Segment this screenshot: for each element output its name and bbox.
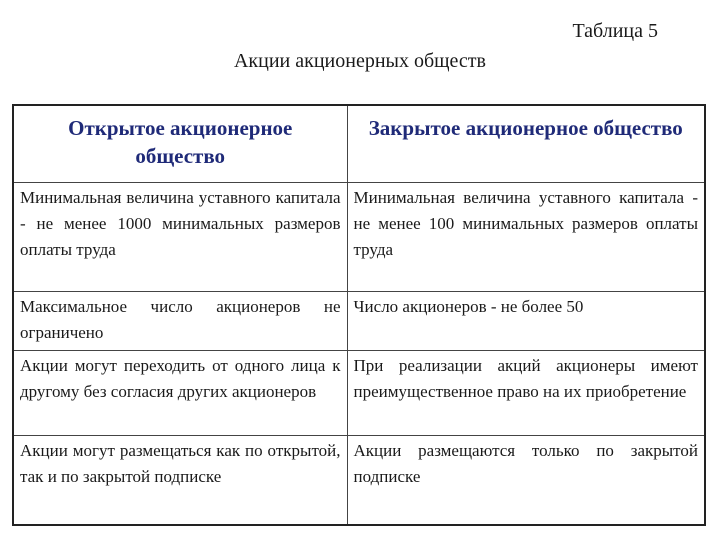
table-row-transfer [13,351,705,436]
cell-open-capital: Минимальная величина уставного капитала - не менее 1000 минимальных размеров оплаты труда [13,183,347,292]
cell-open-transfer: Акции могут переходить от одного лица к другому без согласия других акционеров [13,351,347,436]
cell-closed-transfer: При реализации акций акционеры имеют преимущественное право на их приобретение [347,351,705,436]
cell-open-shareholders: Максимальное число акционеров не ограничено [13,292,347,351]
cell-closed-placement: Акции размещаются только по закрытой подписке [347,436,705,526]
cell-closed-capital: Минимальная величина уставного капитала - не менее 100 минимальных размеров оплаты труда [347,183,705,292]
header-closed-company: Закрытое акционерное общество [347,105,705,183]
cell-open-placement: Акции могут размещаться как по открытой, так и по закрытой подписке [13,436,347,526]
table-row-capital [13,183,705,292]
document-title [0,50,720,73]
table-header-row [13,105,705,183]
comparison-table [12,104,706,526]
table-number: Таблица 5 [572,20,658,42]
cell-closed-shareholders: Число акционеров - не более 50 [347,292,705,351]
table-row-shareholders [13,292,705,351]
header-open-company: Открытое акционерное общество [13,105,347,183]
table-row-placement [13,436,705,526]
document-title-text: Акции акционерных обществ [233,50,486,72]
